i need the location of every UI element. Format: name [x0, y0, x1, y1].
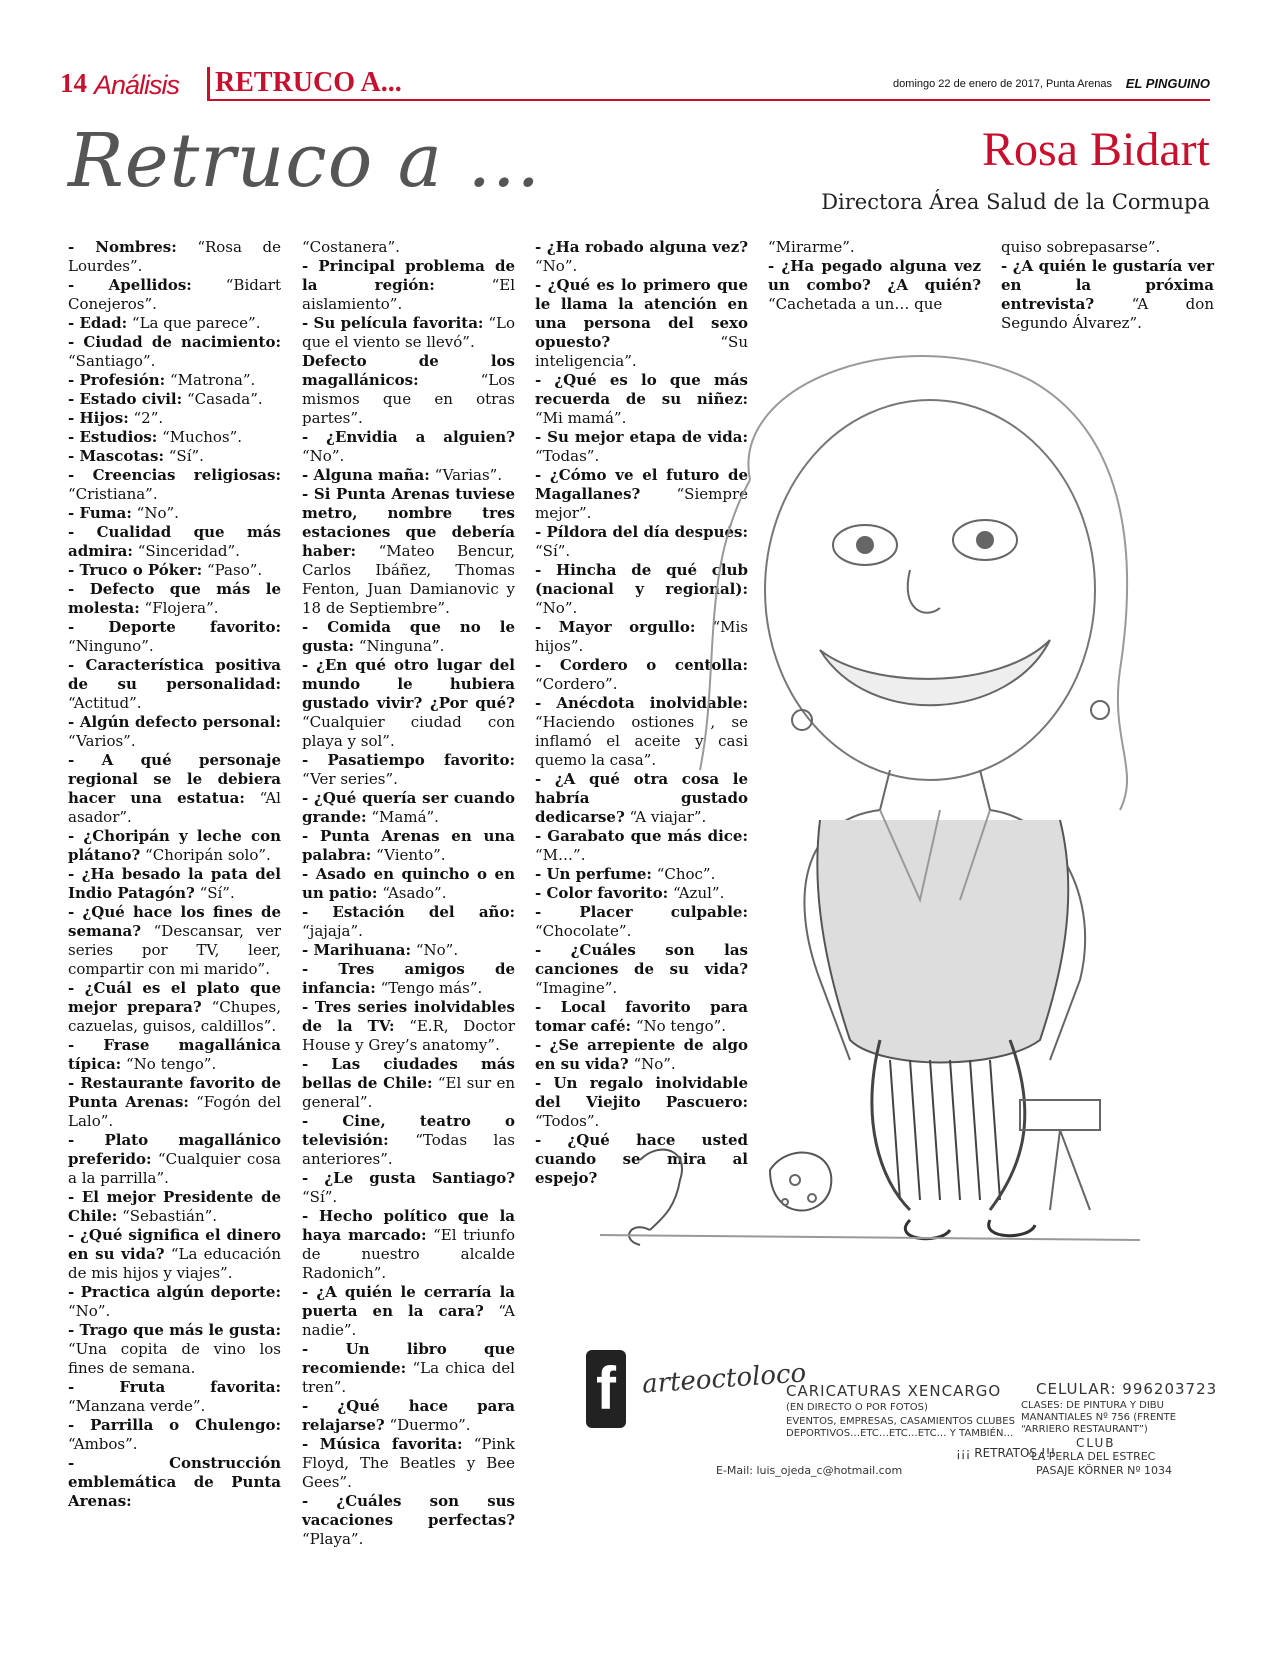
header-rule: [207, 99, 1210, 101]
qa-answer: “Costanera”.: [302, 238, 400, 256]
qa-question: - Frase magallánica típica:: [68, 1036, 281, 1073]
qa-question: - ¿Choripán y leche con plátano?: [68, 827, 281, 864]
qa-question: - Cordero o centolla:: [535, 656, 748, 674]
qa-question: - ¿Ha robado alguna vez?: [535, 238, 748, 256]
qa-item: [68, 1226, 281, 1283]
qa-item: [302, 352, 515, 428]
qa-answer: “El triunfo de nuestro alcalde Radonich”.: [302, 1226, 515, 1282]
qa-item: [68, 1454, 281, 1511]
qa-question: - Estado civil:: [68, 390, 183, 408]
qa-item: [68, 466, 281, 504]
qa-answer: “No”.: [535, 257, 578, 275]
qa-item: [68, 1074, 281, 1131]
qa-question: - ¿Ha pegado alguna vez un combo? ¿A quién?: [768, 257, 981, 294]
qa-answer: “Sí”.: [168, 447, 204, 465]
qa-item: [68, 1036, 281, 1074]
qa-answer: “Duermo”.: [389, 1416, 471, 1434]
qa-item: [68, 238, 281, 276]
qa-answer: “Tengo más”.: [380, 979, 483, 997]
qa-answer: “Mateo Bencur, Carlos Ibáñez, Thomas Fenton, Juan Damianovic y 18 de Septiembre”.: [302, 542, 515, 617]
qa-answer: “A viajar”.: [629, 808, 707, 826]
qa-question: - Profesión:: [68, 371, 166, 389]
qa-question: - Garabato que más dice:: [535, 827, 748, 845]
qa-item: [302, 1112, 515, 1169]
qa-question: - Fuma:: [68, 504, 132, 522]
qa-question: - Punta Arenas en una palabra:: [302, 827, 515, 864]
ad-phone: CELULAR: 996203723: [1036, 1380, 1218, 1398]
qa-answer: “El sur en general”.: [302, 1074, 515, 1111]
qa-item: [535, 238, 748, 276]
ad-brand: arteoctoloco: [641, 1358, 808, 1400]
section-name: Análisis: [94, 70, 180, 100]
ad-email: E-Mail: luis_ojeda_c@hotmail.com: [716, 1464, 903, 1477]
qa-question: - ¿Qué significa el dinero en su vida?: [68, 1226, 281, 1263]
qa-item: [68, 333, 281, 371]
qa-item: [302, 903, 515, 941]
qa-answer: “Sebastián”.: [122, 1207, 218, 1225]
qa-question: - Parrilla o Chulengo:: [68, 1416, 281, 1434]
qa-answer: “M…”.: [535, 846, 586, 864]
qa-item: [68, 751, 281, 827]
qa-answer: “Cualquier cosa a la parrilla”.: [68, 1150, 281, 1187]
qa-item: [68, 865, 281, 903]
qa-question: - Restaurante favorito de Punta Arenas:: [68, 1074, 281, 1111]
qa-question: - Alguna maña:: [302, 466, 430, 484]
qa-item: [302, 865, 515, 903]
qa-question: - Principal problema de la región:: [302, 257, 515, 294]
qa-answer: “Varios”.: [68, 732, 136, 750]
qa-answer: “No”.: [136, 504, 179, 522]
qa-answer: “Cachetada a un… que: [768, 295, 943, 313]
qa-answer: “Sí”.: [302, 1188, 338, 1206]
qa-question: - Ciudad de nacimiento:: [68, 333, 281, 351]
qa-item: [68, 561, 281, 580]
qa-answer: “La que parece”.: [131, 314, 261, 332]
qa-item: [302, 1340, 515, 1397]
qa-item: [302, 656, 515, 751]
qa-question: - Cine, teatro o televisión:: [302, 1112, 515, 1149]
qa-question: - Su película favorita:: [302, 314, 484, 332]
qa-question: - Deporte favorito:: [68, 618, 281, 636]
qa-answer: “Una copita de vino los fines de semana.: [68, 1340, 281, 1377]
ad-classes: CLASES: DE PINTURA Y DIBU MANANTIALES Nº 756 (FRENTE “ARRIERO RESTAURANT”): [1021, 1400, 1177, 1435]
qa-item: [302, 751, 515, 789]
text-column-4: [768, 238, 981, 314]
newspaper-name: EL PINGUINO: [1125, 76, 1210, 91]
qa-item: [1001, 238, 1214, 257]
qa-answer: “Bidart Conejeros”.: [68, 276, 281, 313]
qa-question: - Creencias religiosas:: [68, 466, 281, 484]
qa-question: Defecto de los magallánicos:: [302, 352, 515, 389]
qa-answer: “Los mismos que en otras partes”.: [302, 371, 515, 427]
qa-item: [302, 257, 515, 314]
qa-question: - Hijos:: [68, 409, 129, 427]
qa-item: [302, 827, 515, 865]
qa-question: - Local favorito para tomar café:: [535, 998, 748, 1035]
qa-item: [68, 827, 281, 865]
ad-retratos: ¡¡¡ RETRATOS !!!: [956, 1446, 1056, 1460]
qa-item: [302, 941, 515, 960]
qa-answer: “Su inteligencia”.: [535, 333, 748, 370]
qa-question: - Placer culpable:: [535, 903, 748, 921]
qa-answer: quiso sobrepasarse”.: [1001, 238, 1161, 256]
qa-answer: “Viento”.: [376, 846, 446, 864]
qa-item: [302, 485, 515, 618]
qa-question: - Comida que no le gusta:: [302, 618, 515, 655]
qa-answer: “Sí”.: [535, 542, 571, 560]
qa-item: [302, 1492, 515, 1549]
qa-question: - Anécdota inolvidable:: [535, 694, 748, 712]
qa-answer: “Ver series”.: [302, 770, 398, 788]
qa-question: - Característica positiva de su personalidad:: [68, 656, 281, 693]
qa-question: - ¿A qué otra cosa le habría gustado dedicarse?: [535, 770, 748, 826]
qa-item: [302, 238, 515, 257]
qa-answer: “La chica del tren”.: [302, 1359, 515, 1396]
qa-answer: “Lo que el viento se llevó”.: [302, 314, 515, 351]
qa-question: - Apellidos:: [68, 276, 192, 294]
qa-item: [768, 238, 981, 257]
qa-question: - Asado en quincho o en un patio:: [302, 865, 515, 902]
interviewee-name: Rosa Bidart: [982, 123, 1210, 176]
text-column-5: [1001, 238, 1214, 333]
qa-question: - Trago que más le gusta:: [68, 1321, 281, 1339]
qa-answer: “Ninguno”.: [68, 637, 154, 655]
qa-answer: “Manzana verde”.: [68, 1397, 206, 1415]
qa-answer: “Cualquier ciudad con playa y sol”.: [302, 713, 515, 750]
qa-question: - Píldora del día después:: [535, 523, 748, 541]
qa-item: [68, 504, 281, 523]
qa-answer: “Sí”.: [199, 884, 235, 902]
qa-answer: “Sinceridad”.: [137, 542, 240, 560]
qa-answer: “Descansar, ver series por TV, leer, compartir con mi marido”.: [68, 922, 281, 978]
facebook-icon: f: [586, 1350, 626, 1428]
qa-question: - ¿Cuáles son las canciones de su vida?: [535, 941, 748, 978]
qa-question: - ¿Qué hace usted cuando se mira al espejo?: [535, 1131, 748, 1187]
qa-answer: “Flojera”.: [144, 599, 219, 617]
qa-item: [68, 447, 281, 466]
qa-answer: “No”.: [535, 599, 578, 617]
interviewee-role: Directora Área Salud de la Cormupa: [821, 190, 1210, 214]
qa-item: [68, 580, 281, 618]
qa-question: - ¿Se arrepiente de algo en su vida?: [535, 1036, 748, 1073]
qa-answer: “2”.: [133, 409, 164, 427]
qa-answer: “Chocolate”.: [535, 922, 632, 940]
qa-answer: “Chupes, cazuelas, guisos, caldillos”.: [68, 998, 281, 1035]
qa-item: [68, 276, 281, 314]
qa-question: - Mascotas:: [68, 447, 164, 465]
qa-answer: “Mi mamá”.: [535, 409, 627, 427]
qa-item: [68, 371, 281, 390]
qa-answer: “Al asador”.: [68, 789, 281, 826]
qa-item: [302, 1055, 515, 1112]
qa-answer: “Playa”.: [302, 1530, 364, 1548]
qa-item: [302, 960, 515, 998]
qa-item: [68, 903, 281, 979]
qa-question: - Construcción emblemática de Punta Arenas:: [68, 1454, 281, 1510]
qa-question: - Pasatiempo favorito:: [302, 751, 515, 769]
ad-title: CARICATURAS XENCARGO: [786, 1382, 1002, 1400]
qa-item: [68, 1321, 281, 1378]
qa-answer: “Pink Floyd, The Beatles y Bee Gees”.: [302, 1435, 515, 1491]
qa-question: - ¿Qué es lo primero que le llama la atención en una persona del sexo opuesto?: [535, 276, 748, 351]
qa-answer: “La educación de mis hijos y viajes”.: [68, 1245, 281, 1282]
qa-answer: “No”.: [68, 1302, 111, 1320]
qa-item: [302, 1435, 515, 1492]
qa-question: - ¿Qué quería ser cuando grande:: [302, 789, 515, 826]
qa-answer: “Ambos”.: [68, 1435, 138, 1453]
page-header: [60, 66, 1210, 102]
qa-item: [302, 789, 515, 827]
qa-question: - Hecho político que la haya marcado:: [302, 1207, 515, 1244]
qa-answer: “jajaja”.: [302, 922, 363, 940]
text-column-2: [302, 238, 515, 1549]
qa-question: - Tres series inolvidables de la TV:: [302, 998, 515, 1035]
qa-question: - Tres amigos de infancia:: [302, 960, 515, 997]
qa-item: [302, 1169, 515, 1207]
qa-item: [68, 1283, 281, 1321]
qa-answer: “A nadie”.: [302, 1302, 515, 1339]
qa-item: [302, 618, 515, 656]
qa-answer: “E.R, Doctor House y Grey’s anatomy”.: [302, 1017, 515, 1054]
qa-answer: “Choc”.: [656, 865, 716, 883]
qa-question: - Edad:: [68, 314, 128, 332]
qa-answer: “Choripán solo”.: [145, 846, 271, 864]
qa-answer: “No tengo”.: [125, 1055, 217, 1073]
qa-question: - ¿Cuál es el plato que mejor prepara?: [68, 979, 281, 1016]
qa-question: - Un libro que recomiende:: [302, 1340, 515, 1377]
qa-item: [68, 713, 281, 751]
qa-item: [68, 523, 281, 561]
qa-answer: “Actitud”.: [68, 694, 142, 712]
qa-question: - ¿Cómo ve el futuro de Magallanes?: [535, 466, 748, 503]
qa-question: - Si Punta Arenas tuviese metro, nombre tres estaciones que debería haber:: [302, 485, 515, 560]
qa-answer: “Mirarme”.: [768, 238, 855, 256]
qa-item: [302, 1397, 515, 1435]
qa-item: [68, 656, 281, 713]
page-number: 14: [60, 68, 87, 98]
qa-question: - Hincha de qué club (nacional y regional):: [535, 561, 748, 598]
qa-question: - Nombres:: [68, 238, 177, 256]
ad-subtitle: (EN DIRECTO O POR FOTOS): [786, 1402, 928, 1413]
qa-item: [302, 428, 515, 466]
qa-question: - A qué personaje regional se le debiera hacer una estatua:: [68, 751, 281, 807]
ad-club: CLUB: [1076, 1436, 1116, 1450]
qa-question: - Un regalo inolvidable del Viejito Pascuero:: [535, 1074, 748, 1111]
qa-question: - ¿Envidia a alguien?: [302, 428, 515, 446]
qa-question: - Plato magallánico preferido:: [68, 1131, 281, 1168]
qa-answer: “No”.: [633, 1055, 676, 1073]
qa-answer: “Muchos”.: [162, 428, 243, 446]
qa-answer: “El aislamiento”.: [302, 276, 515, 313]
qa-question: - ¿Le gusta Santiago?: [302, 1169, 515, 1187]
qa-item: [302, 466, 515, 485]
qa-question: - Defecto que más le molesta:: [68, 580, 281, 617]
qa-answer: “Paso”.: [206, 561, 263, 579]
qa-question: - Su mejor etapa de vida:: [535, 428, 748, 446]
ad-address: PASAJE KÖRNER Nº 1034: [1036, 1464, 1172, 1477]
qa-answer: “Todas las anteriores”.: [302, 1131, 515, 1168]
qa-answer: “Ninguna”.: [358, 637, 445, 655]
qa-question: - ¿A quién le gustaría ver en la próxima entrevista?: [1001, 257, 1214, 313]
qa-question: - ¿En qué otro lugar del mundo le hubiera gustado vivir? ¿Por qué?: [302, 656, 515, 712]
qa-question: - Un perfume:: [535, 865, 652, 883]
qa-answer: “Mis hijos”.: [535, 618, 748, 655]
qa-answer: “Azul”.: [672, 884, 725, 902]
qa-item: [302, 998, 515, 1055]
script-title: Retruco a ...: [68, 118, 542, 204]
qa-answer: “Cristiana”.: [68, 485, 158, 503]
caricature-illustration: [580, 340, 1220, 1340]
qa-question: - ¿Qué hace para relajarse?: [302, 1397, 515, 1434]
qa-answer: “Asado”.: [382, 884, 447, 902]
qa-answer: “Casada”.: [186, 390, 263, 408]
qa-question: - Fruta favorita:: [68, 1378, 281, 1396]
qa-question: - Algún defecto personal:: [68, 713, 281, 731]
qa-answer: “Rosa de Lourdes”.: [68, 238, 281, 275]
qa-answer: “Varias”.: [434, 466, 503, 484]
qa-item: [68, 409, 281, 428]
qa-question: - Estación del año:: [302, 903, 515, 921]
qa-item: [68, 618, 281, 656]
qa-question: - Mayor orgullo:: [535, 618, 696, 636]
section-kicker: RETRUCO A...: [207, 67, 402, 99]
qa-item: [1001, 257, 1214, 333]
qa-item: [68, 390, 281, 409]
qa-item: [68, 1131, 281, 1188]
dateline: domingo 22 de enero de 2017, Punta Arenas: [893, 78, 1112, 90]
qa-answer: “No”.: [415, 941, 459, 959]
qa-question: - ¿Qué es lo que más recuerda de su niñez:: [535, 371, 748, 408]
qa-item: [68, 1378, 281, 1416]
qa-answer: “A don Segundo Álvarez”.: [1001, 295, 1214, 332]
qa-answer: “Imagine”.: [535, 979, 618, 997]
qa-item: [302, 1283, 515, 1340]
qa-answer: “No”.: [302, 447, 345, 465]
qa-question: - Las ciudades más bellas de Chile:: [302, 1055, 515, 1092]
qa-item: [302, 314, 515, 352]
qa-question: - Estudios:: [68, 428, 158, 446]
qa-item: [68, 979, 281, 1036]
qa-question: - Cualidad que más admira:: [68, 523, 281, 560]
qa-item: [68, 314, 281, 333]
qa-answer: “Santiago”.: [68, 352, 156, 370]
qa-question: - Practica algún deporte:: [68, 1283, 281, 1301]
qa-question: - ¿A quién le cerraría la puerta en la cara?: [302, 1283, 515, 1320]
ad-services: EVENTOS, EMPRESAS, CASAMIENTOS CLUBES DEPORTIVOS…ETC…ETC…ETC… Y TAMBIÉN…: [786, 1416, 1015, 1439]
ad-club-name: “LA PERLA DEL ESTREC: [1026, 1450, 1156, 1463]
qa-question: - Marihuana:: [302, 941, 412, 959]
qa-answer: “Mamá”.: [371, 808, 439, 826]
qa-item: [68, 1188, 281, 1226]
qa-item: [68, 428, 281, 447]
qa-question: - Truco o Póker:: [68, 561, 203, 579]
qa-answer: “Fogón del Lalo”.: [68, 1093, 281, 1130]
text-column-1: [68, 238, 281, 1511]
qa-item: [68, 1416, 281, 1454]
qa-answer: “Siempre mejor”.: [535, 485, 748, 522]
qa-question: - Música favorita:: [302, 1435, 463, 1453]
qa-answer: “Cordero”.: [535, 675, 618, 693]
qa-question: - ¿Cuáles son sus vacaciones perfectas?: [302, 1492, 515, 1529]
qa-answer: “Matrona”.: [170, 371, 256, 389]
qa-answer: “Todas”.: [535, 447, 600, 465]
qa-answer: “Todos”.: [535, 1112, 600, 1130]
qa-answer: “Haciendo ostiones , se inflamó el aceite y casi quemo la casa”.: [535, 713, 748, 769]
qa-question: - ¿Qué hace los fines de semana?: [68, 903, 281, 940]
qa-item: [768, 257, 981, 314]
qa-question: - ¿Ha besado la pata del Indio Patagón?: [68, 865, 281, 902]
qa-question: - Color favorito:: [535, 884, 669, 902]
qa-item: [302, 1207, 515, 1283]
caricature-ad: [586, 1350, 1220, 1525]
qa-answer: “No tengo”.: [635, 1017, 727, 1035]
qa-question: - El mejor Presidente de Chile:: [68, 1188, 281, 1225]
